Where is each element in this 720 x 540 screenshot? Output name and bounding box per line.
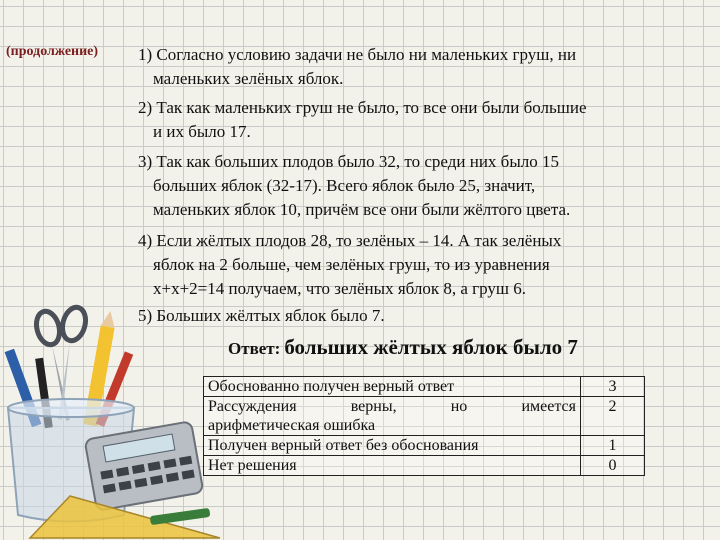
marker-icon [150, 508, 211, 525]
answer-text: больших жёлтых яблок было 7 [284, 335, 578, 359]
criterion-points: 3 [581, 377, 645, 397]
criterion-points: 2 [581, 397, 645, 436]
step-line: 3) Так как больших плодов было 32, то среди них было 15 [138, 152, 559, 171]
step-line: 4) Если жёлтых плодов 28, то зелёных – 14. А так зелёных [138, 231, 562, 250]
solution-step-3 [138, 150, 698, 222]
step-line: и их было 17. [153, 122, 251, 141]
criterion-text-line1: Рассуждения верны, но имеется [208, 398, 576, 415]
table-row [204, 397, 645, 436]
answer-label: Ответ: [228, 339, 281, 358]
solution-step-2 [138, 96, 698, 144]
criterion-text [204, 397, 581, 436]
table-row [204, 456, 645, 476]
criterion-text: Получен верный ответ без обоснования [204, 436, 581, 456]
grading-criteria-table [203, 376, 645, 476]
continuation-label: (продолжение) [6, 44, 99, 59]
answer [228, 335, 578, 360]
step-line: 1) Согласно условию задачи не было ни маленьких груш, ни [138, 45, 577, 64]
solution-step-1 [138, 43, 698, 91]
step-line: маленьких яблок 10, причём все они были жёлтого цвета. [153, 200, 571, 219]
criterion-text-line2: арифметическая ошибка [208, 417, 376, 434]
criterion-text: Нет решения [204, 456, 581, 476]
criterion-text: Обоснованно получен верный ответ [204, 377, 581, 397]
step-line: х+х+2=14 получаем, что зелёных яблок 8, а груш 6. [153, 279, 527, 298]
stationery-illustration [0, 300, 230, 540]
table-row [204, 436, 645, 456]
step-line: 5) Больших жёлтых яблок было 7. [138, 306, 385, 325]
step-line: маленьких зелёных яблок. [153, 69, 344, 88]
step-line: 2) Так как маленьких груш не было, то все они были большие [138, 98, 587, 117]
step-line: больших яблок (32-17). Всего яблок было 25, значит, [153, 176, 536, 195]
criterion-points: 1 [581, 436, 645, 456]
criterion-points: 0 [581, 456, 645, 476]
step-line: яблок на 2 больше, чем зелёных груш, то из уравнения [153, 255, 550, 274]
solution-step-4 [138, 229, 698, 301]
table-row [204, 377, 645, 397]
